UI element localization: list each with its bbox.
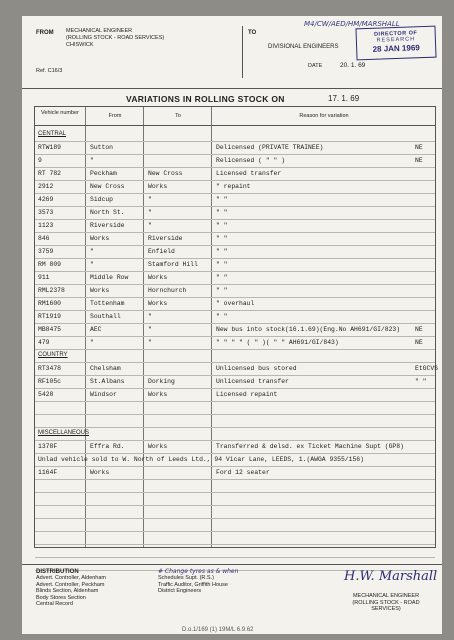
- distribution-title: DISTRIBUTION: [36, 569, 79, 575]
- date-label: DATE: [308, 63, 323, 69]
- form-code: D.o.1/169 (1) 19M/L 6.9.62: [182, 627, 254, 633]
- signature-dept: (ROLLING STOCK - ROAD SERVICES): [352, 599, 420, 612]
- cell-from: ": [90, 157, 94, 164]
- cell-from: Works: [90, 469, 110, 476]
- cell-vehicle: RM1600: [38, 300, 62, 307]
- table-row: [35, 441, 435, 454]
- cell-reason: " ": [216, 196, 228, 203]
- signature-caption: [338, 593, 434, 613]
- reference: Ref. C16/3: [36, 68, 63, 74]
- handwritten-routing: M4/CW/AED/HM/MARSHALL: [304, 20, 400, 28]
- table-row: [35, 142, 435, 155]
- title-date: 17. 1. 69: [328, 94, 360, 103]
- cell-vehicle: 3573: [38, 209, 54, 216]
- cell-vehicle: RML2378: [38, 287, 65, 294]
- blank-row: [35, 480, 435, 493]
- copies-line: Schedules Supt. (R.S.): [158, 575, 214, 582]
- cell-reason: " ": [216, 287, 228, 294]
- blank-row: [35, 545, 435, 558]
- cell-vehicle: 9: [38, 157, 42, 164]
- distribution-line: Advert. Controller, Peckham: [36, 581, 105, 588]
- copies-line: Traffic Auditor, Griffith House: [158, 581, 228, 588]
- table-row: [35, 272, 435, 285]
- distribution-list: [36, 569, 106, 607]
- cell-vehicle: RF105c: [38, 378, 62, 385]
- cell-to: Stamford Hill: [148, 261, 198, 268]
- stamp-line: DIRECTOR OF: [373, 30, 418, 38]
- copies-line: District Engineers: [158, 588, 202, 595]
- cell-from: Middle Row: [90, 274, 129, 281]
- cell-reason: " ": [216, 261, 228, 268]
- cell-reason: " repaint: [216, 183, 251, 190]
- cell-vehicle: 4269: [38, 196, 54, 203]
- cell-from: Southall: [90, 313, 121, 320]
- table-row: [35, 181, 435, 194]
- table-row: [35, 233, 435, 246]
- from-label: FROM: [36, 30, 54, 36]
- cell-reason: " ": [216, 313, 228, 320]
- cell-note: NE: [415, 339, 423, 346]
- section-heading: [35, 428, 435, 441]
- copies-list: [158, 569, 238, 595]
- table-row: [35, 259, 435, 272]
- cell-to: Works: [148, 443, 168, 450]
- section-label: COUNTRY: [38, 352, 68, 358]
- cell-vehicle: RT1919: [38, 313, 62, 320]
- table-row: [35, 337, 435, 350]
- cell-to: Riverside: [148, 235, 183, 242]
- cell-reason: New bus into stock(16.1.69)(Eng.No AH691/GI/823): [216, 326, 401, 333]
- cell-vehicle: 911: [38, 274, 50, 281]
- from-line: CHISWICK: [66, 42, 94, 48]
- cell-to: ": [148, 222, 152, 229]
- cell-from: Works: [90, 235, 110, 242]
- cell-note: " ": [415, 378, 427, 385]
- variations-table: [34, 106, 439, 548]
- table-row: [35, 363, 439, 376]
- cell-to: ": [148, 196, 152, 203]
- cell-from: Peckham: [90, 170, 117, 177]
- table-row: [35, 194, 435, 207]
- cell-reason: Licensed transfer: [216, 170, 282, 177]
- cell-vehicle: 1164F: [38, 469, 58, 476]
- section-label: CENTRAL: [38, 131, 67, 137]
- blank-row: [35, 493, 435, 506]
- table-row: [35, 389, 435, 402]
- cell-note: NE: [415, 144, 423, 151]
- cell-reason: " " " " ( " )( " " AH691/GI/843): [216, 339, 339, 346]
- signature-title: MECHANICAL ENGINEER: [352, 593, 420, 599]
- cell-vehicle: 1123: [38, 222, 54, 229]
- cell-from: Effra Rd.: [90, 443, 125, 450]
- cell-reason: " ": [216, 209, 228, 216]
- cell-to: ": [148, 313, 152, 320]
- cell-from: St.Albans: [90, 378, 125, 385]
- cell-reason: " overhaul: [216, 300, 255, 307]
- memo-header: [22, 16, 442, 89]
- cell-to: ": [148, 339, 152, 346]
- cell-reason: Unlicensed bus stored: [216, 365, 297, 372]
- blank-row: [35, 415, 435, 428]
- table-row: [35, 285, 435, 298]
- cell-to: Works: [148, 274, 168, 281]
- cell-to: Dorking: [148, 378, 175, 385]
- cell-to: Enfield: [148, 248, 175, 255]
- cell-note: NE: [415, 326, 423, 333]
- cell-from: Riverside: [90, 222, 125, 229]
- table-row: [35, 467, 435, 480]
- handwritten-note: # Change tyres as & when: [158, 568, 239, 575]
- cell-vehicle: 2912: [38, 183, 54, 190]
- stamp-line: RESEARCH: [376, 36, 416, 44]
- cell-from: Works: [90, 287, 110, 294]
- cell-vehicle: RT 782: [38, 170, 62, 177]
- table-body: [35, 129, 439, 571]
- blank-row: [35, 402, 435, 415]
- cell-reason: Delicensed (PRIVATE TRAINEE): [216, 144, 324, 151]
- table-row: [35, 246, 435, 259]
- cell-from: Chelsham: [90, 365, 121, 372]
- date-value: 20. 1. 69: [340, 62, 366, 69]
- table-row: [35, 311, 435, 324]
- cell-reason: " ": [216, 235, 228, 242]
- cell-note: NE: [415, 157, 423, 164]
- cell-vehicle: 3759: [38, 248, 54, 255]
- cell-vehicle: RT3478: [38, 365, 62, 372]
- cell-reason: " ": [216, 248, 228, 255]
- cell-to: New Cross: [148, 170, 183, 177]
- cell-from: Windsor: [90, 391, 117, 398]
- cell-vehicle: MB8475: [38, 326, 62, 333]
- cell-reason: " ": [216, 222, 228, 229]
- to-value: DIVISIONAL ENGINEERS: [268, 44, 339, 50]
- cell-from: ": [90, 261, 94, 268]
- section-label: MISCELLANEOUS: [38, 430, 90, 436]
- from-address: [66, 28, 164, 49]
- cell-reason: Transferred & delsd. ex Ticket Machine Supt (GP8): [216, 443, 404, 450]
- table-row: [35, 168, 435, 181]
- row-note: Unlad vehicle sold to W. North of Leeds Ltd., 94 Vicar Lane, LEEDS, 1.(AWGA 9355/156): [38, 456, 364, 463]
- cell-reason: " ": [216, 274, 228, 281]
- cell-from: Tottenham: [90, 300, 125, 307]
- cell-from: AEC: [90, 326, 102, 333]
- cell-to: Hornchurch: [148, 287, 187, 294]
- document-sheet: [22, 16, 442, 634]
- from-line: MECHANICAL ENGINEER: [66, 28, 133, 34]
- document-title: VARIATIONS IN ROLLING STOCK ON: [126, 94, 285, 104]
- cell-note: EtGCVS: [415, 365, 439, 372]
- cell-vehicle: 846: [38, 235, 50, 242]
- cell-to: Works: [148, 391, 168, 398]
- table-row: [35, 298, 435, 311]
- table-header: [35, 107, 435, 126]
- cell-reason: Licensed repaint: [216, 391, 278, 398]
- distribution-line: Advert. Controller, Aldenham: [36, 575, 107, 582]
- cell-from: North St.: [90, 209, 125, 216]
- cell-to: Works: [148, 300, 168, 307]
- distribution-line: Blinds Section, Aldenham: [36, 588, 99, 595]
- distribution-line: Body Stores Section: [36, 594, 86, 601]
- blank-row: [35, 506, 435, 519]
- cell-vehicle: RTW189: [38, 144, 62, 151]
- cell-from: Sidcup: [90, 196, 114, 203]
- cell-from: Sutton: [90, 144, 114, 151]
- cell-vehicle: 5428: [38, 391, 54, 398]
- table-row: [35, 155, 435, 168]
- section-heading: [35, 129, 435, 142]
- from-line: (ROLLING STOCK - ROAD SERVICES): [66, 35, 165, 41]
- cell-from: ": [90, 248, 94, 255]
- cell-vehicle: 479: [38, 339, 50, 346]
- column-header-from: From: [108, 113, 122, 119]
- cell-reason: Unlicensed transfer: [216, 378, 289, 385]
- table-row: [35, 207, 435, 220]
- received-stamp: [355, 26, 436, 61]
- cell-reason: Ford 12 seater: [216, 469, 270, 476]
- column-header-vehicle: Vehicle number: [41, 110, 79, 116]
- header-divider: [242, 26, 243, 78]
- cell-to: ": [148, 209, 152, 216]
- cell-vehicle: 1378F: [38, 443, 58, 450]
- to-label: TO: [248, 30, 257, 36]
- blank-row: [35, 532, 435, 545]
- cell-from: ": [90, 339, 94, 346]
- section-heading: [35, 350, 435, 363]
- cell-from: New Cross: [90, 183, 125, 190]
- signature: H.W. Marshall: [344, 569, 438, 584]
- stamp-date: 28 JAN 1969: [372, 43, 420, 54]
- cell-vehicle: RM 809: [38, 261, 62, 268]
- cell-to: ": [148, 326, 152, 333]
- table-row: [35, 376, 435, 389]
- column-header-to: To: [175, 113, 181, 119]
- blank-row: [35, 519, 435, 532]
- cell-reason: Relicensed ( " " ): [216, 157, 286, 164]
- table-row: [35, 220, 435, 233]
- column-header-reason: Reason for variation: [299, 113, 349, 119]
- cell-to: Works: [148, 183, 168, 190]
- memo-footer: [22, 564, 442, 634]
- table-row: [35, 454, 435, 467]
- table-row: [35, 324, 435, 337]
- distribution-line: Central Record: [36, 601, 73, 608]
